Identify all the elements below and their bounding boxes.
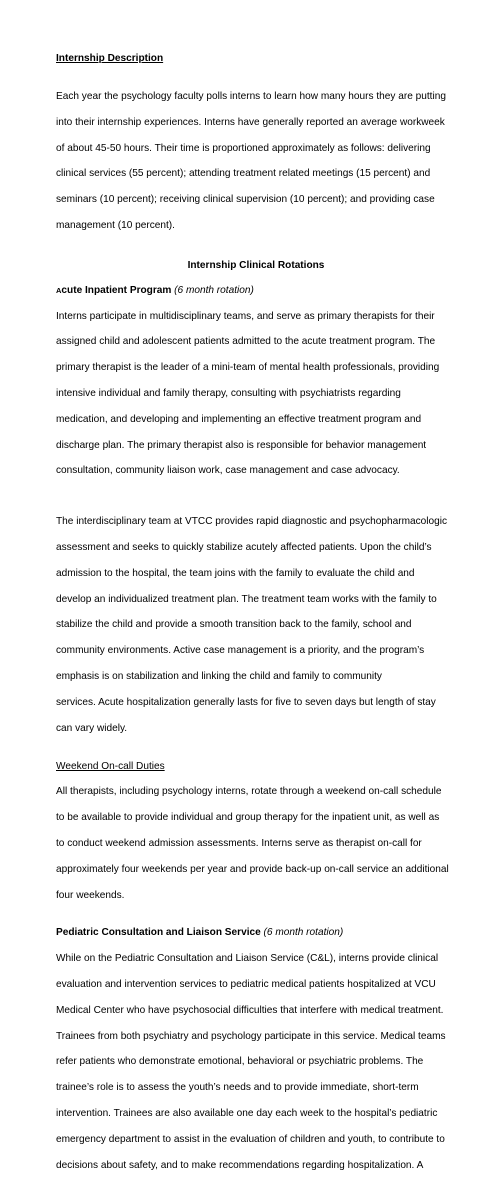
intro-line: seminars (10 percent); receiving clinical supervision (10 percent); and providing case — [56, 194, 435, 206]
pediatric-line: trainee’s role is to assess the youth’s needs and to provide immediate, short-term — [56, 1082, 419, 1094]
weekend-on-call-heading: Weekend On-call Duties — [56, 760, 165, 772]
acute-title-initial: A — [56, 285, 62, 295]
acute-inpatient-heading — [56, 285, 456, 298]
intro-line: clinical services (55 percent); attending treatment related meetings (15 percent) and — [56, 168, 431, 180]
pediatric-line: intervention. Trainees are also available one day each week to the hospital’s pediatric — [56, 1108, 438, 1120]
pediatric-line: emergency department to assist in the evaluation of children and youth, to contribute to — [56, 1133, 445, 1145]
interdisciplinary-line: services. Acute hospitalization generally lasts for five to seven days but length of stay — [56, 696, 436, 708]
pediatric-consultation-heading — [56, 927, 456, 940]
pediatric-paragraph — [56, 940, 456, 1185]
intro-line: into their internship experiences. Interns have generally reported an average workweek — [56, 116, 445, 128]
interdisciplinary-line: can vary widely. — [56, 722, 128, 734]
interdisciplinary-paragraph — [56, 503, 456, 748]
weekend-line: to be available to provide individual and group therapy for the inpatient unit, as well as — [56, 812, 440, 824]
pediatric-line: Medical Center who have psychosocial difficulties that interfere with medical treatment. — [56, 1004, 444, 1016]
weekend-paragraph — [56, 773, 456, 915]
internship-description-heading: Internship Description — [56, 53, 164, 64]
acute-line: consultation, community liaison work, case management and case advocacy. — [56, 465, 400, 477]
acute-line: medication, and developing and implementing an effective treatment program and — [56, 413, 422, 425]
pediatric-title-note: (6 month rotation) — [263, 927, 344, 939]
acute-line: discharge plan. The primary therapist also is responsible for behavior management — [56, 439, 427, 451]
acute-line: Interns participate in multidisciplinary teams, and serve as primary therapists for their — [56, 310, 435, 322]
clinical-rotations-heading: Internship Clinical Rotations — [187, 259, 325, 271]
interdisciplinary-line: admission to the hospital, the team joins with the family to evaluate the child and — [56, 567, 415, 579]
intro-line: Each year the psychology faculty polls interns to learn how many hours they are putting — [56, 90, 446, 102]
weekend-line: four weekends. — [56, 889, 125, 901]
acute-line: assigned child and adolescent patients admitted to the acute treatment program. The — [56, 336, 436, 348]
pediatric-title: Pediatric Consultation and Liaison Service — [56, 927, 261, 939]
acute-paragraph — [56, 298, 456, 492]
acute-title: cute Inpatient Program — [61, 284, 172, 296]
interdisciplinary-line: emphasis is on stabilization and linking the child and family to community — [56, 671, 382, 683]
acute-line: primary therapist is the leader of a mini-team of mental health professionals, providing — [56, 362, 440, 374]
interdisciplinary-line: assessment and seeks to quickly stabilize acutely affected patients. Upon the child’s — [56, 542, 432, 553]
acute-line: intensive individual and family therapy, consulting with psychiatrists regarding — [56, 388, 401, 400]
pediatric-line: Trainees from both psychiatry and psychology participate in this service. Medical teams — [56, 1030, 446, 1042]
weekend-line: approximately four weekends per year and provide back-up on-call service an additional — [56, 863, 449, 875]
pediatric-line: refer patients who demonstrate emotional, behavioral or psychiatric problems. The — [56, 1056, 424, 1068]
interdisciplinary-line: stabilize the child and provide a smooth transition back to the family, school and — [56, 619, 412, 631]
intro-line: management (10 percent). — [56, 219, 175, 231]
weekend-line: All therapists, including psychology interns, rotate through a weekend on-call schedule — [56, 786, 442, 798]
weekend-line: to conduct weekend admission assessments. Interns serve as therapist on-call for — [56, 837, 422, 849]
acute-title-note: (6 month rotation) — [174, 284, 254, 296]
pediatric-line: evaluation and intervention services to pediatric medical patients hospitalized at VCU — [56, 979, 436, 990]
intro-paragraph — [56, 78, 456, 246]
interdisciplinary-line: develop an individualized treatment plan. The treatment team works with the family to — [56, 593, 437, 605]
pediatric-line: While on the Pediatric Consultation and Liaison Service (C&L), interns provide clinical — [56, 953, 439, 965]
interdisciplinary-line: The interdisciplinary team at VTCC provides rapid diagnostic and psychopharmacologic — [56, 516, 448, 528]
intro-line: of about 45-50 hours. Their time is proportioned approximately as follows: delivering — [56, 142, 431, 154]
document-page — [56, 52, 456, 1186]
pediatric-line: decisions about safety, and to make recommendations regarding hospitalization. A — [56, 1159, 424, 1171]
interdisciplinary-line: community environments. Active case management is a priority, and the program’s — [56, 645, 425, 657]
